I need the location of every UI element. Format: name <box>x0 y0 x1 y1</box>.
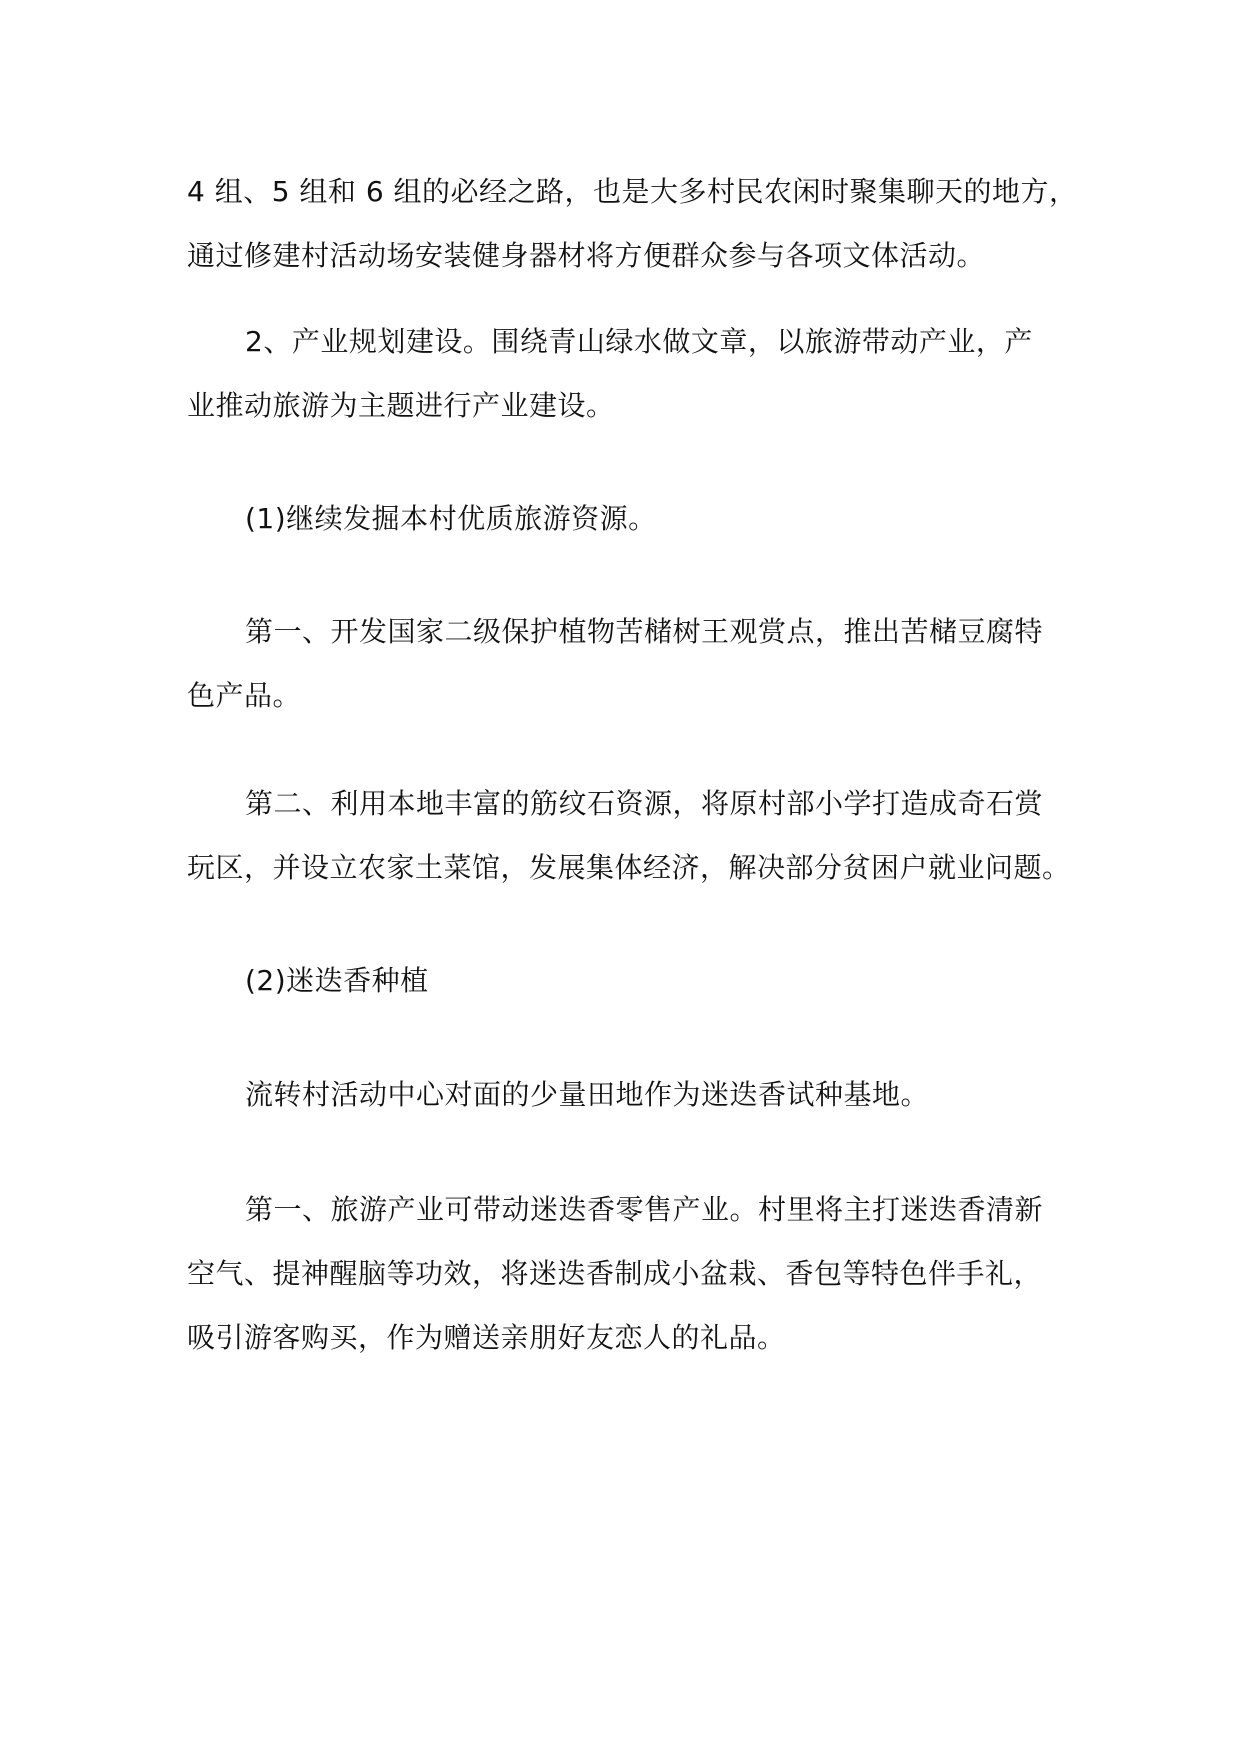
text-line: 业推动旅游为主题进行产业建设。 <box>187 389 615 422</box>
text-line: 通过修建村活动场安装健身器材将方便群众参与各项文体活动。 <box>187 239 986 272</box>
paragraph-subheading-rosemary <box>187 949 1087 1013</box>
text-line: 吸引游客购买，作为赠送亲朋好友恋人的礼品。 <box>187 1321 786 1354</box>
text-line: 空气、提神醒脑等功效，将迷迭香制成小盆栽、香包等特色伴手礼， <box>187 1257 1043 1290</box>
paragraph-subheading-tourism <box>187 487 1087 551</box>
text-line: 玩区，并设立农家土菜馆，发展集体经济，解决部分贫困户就业问题。 <box>187 851 1071 884</box>
text-line: 色产品。 <box>187 679 302 712</box>
text-line: 第一、旅游产业可带动迷迭香零售产业。村里将主打迷迭香清新 <box>245 1193 1044 1226</box>
paragraph-second-tourism <box>187 772 1087 900</box>
paragraph-rosemary-base <box>187 1063 1087 1127</box>
text-line: 第一、开发国家二级保护植物苦槠树王观赏点，推出苦槠豆腐特 <box>245 615 1044 648</box>
paragraph-industry-planning <box>187 310 1087 438</box>
paragraph-first-rosemary <box>187 1178 1087 1370</box>
text-line: 第二、利用本地丰富的筋纹石资源，将原村部小学打造成奇石赏 <box>245 787 1044 820</box>
text-line: 4 组、5 组和 6 组的必经之路，也是大多村民农闲时聚集聊天的地方， <box>187 175 1078 208</box>
text-line: 2、产业规划建设。围绕青山绿水做文章，以旅游带动产业，产 <box>245 325 1033 358</box>
text-line: (1)继续发掘本村优质旅游资源。 <box>245 502 657 535</box>
paragraph-continuation <box>187 160 1087 288</box>
paragraph-first-tourism <box>187 600 1087 728</box>
text-line: (2)迷迭香种植 <box>245 964 429 997</box>
text-line: 流转村活动中心对面的少量田地作为迷迭香试种基地。 <box>245 1078 930 1111</box>
